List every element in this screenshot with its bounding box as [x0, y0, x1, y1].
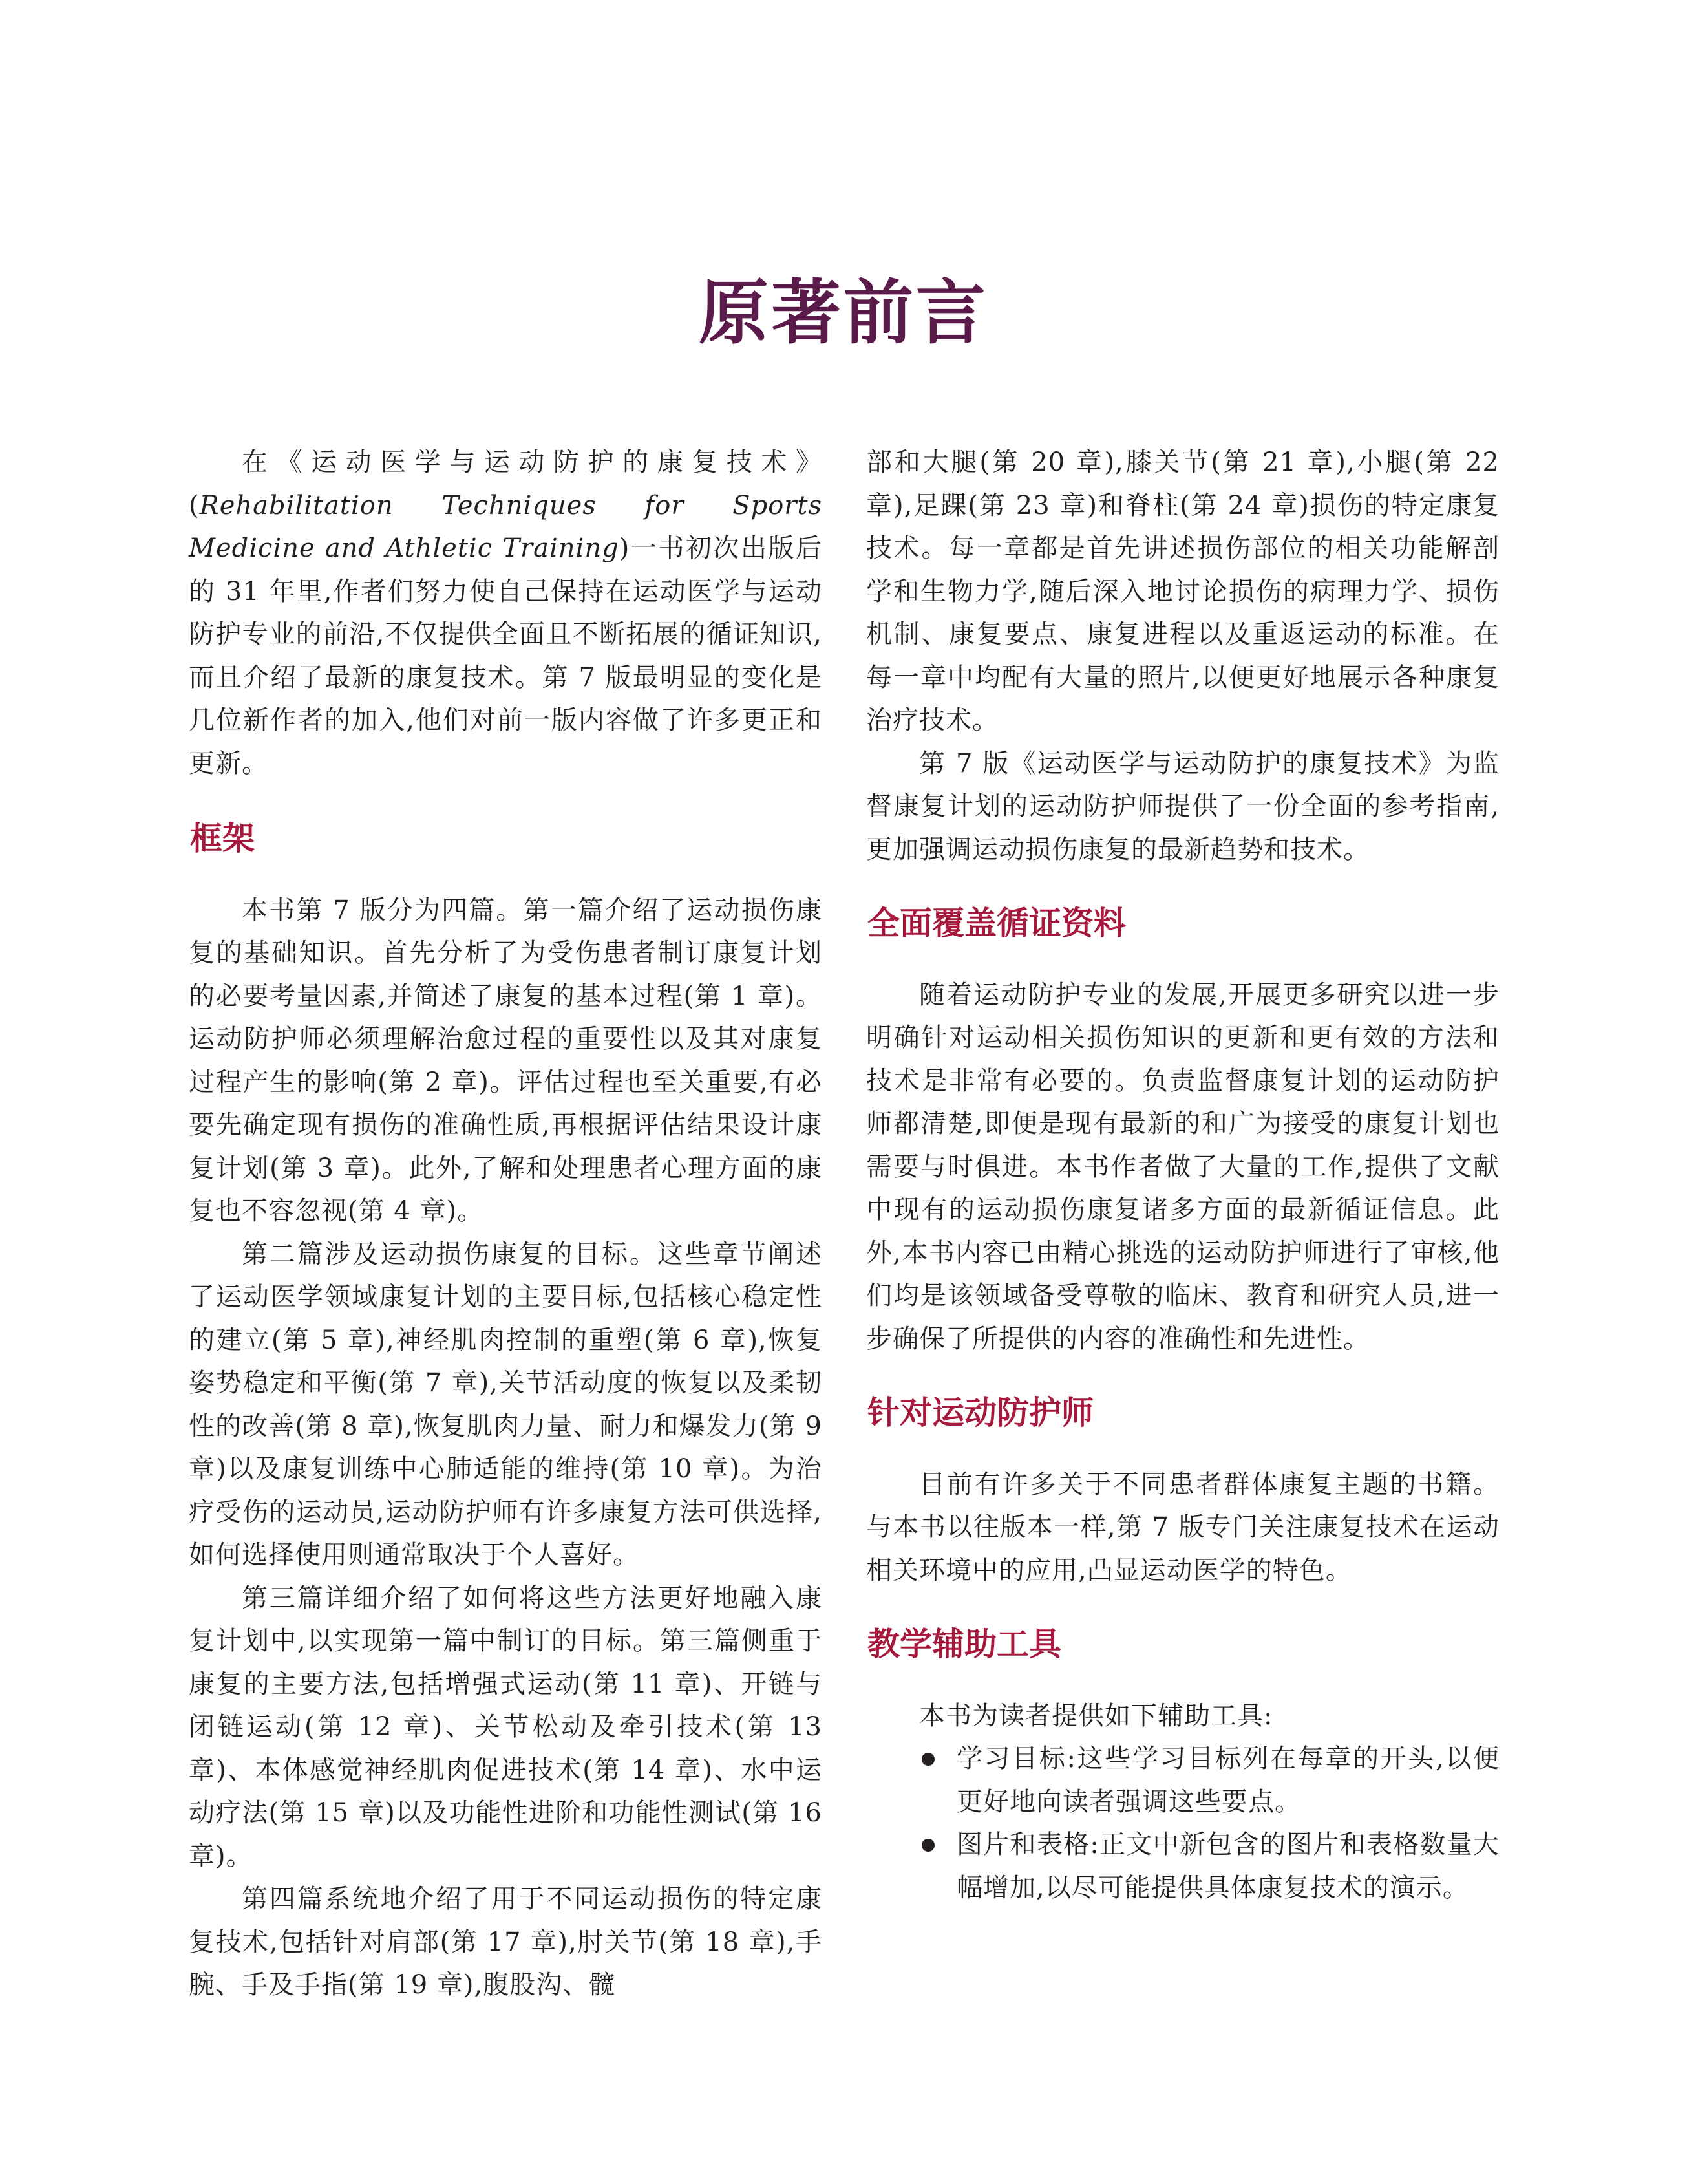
- paragraph: 目前有许多关于不同患者群体康复主题的书籍。与本书以往版本一样,第 7 版专门关注康复技术在运动相关环境中的应用,凸显运动医学的特色。: [866, 1469, 1500, 1585]
- bullet-icon: [922, 1753, 935, 1766]
- intro-text-c: )一书初次出版后的 31 年里,作者们努力使自己保持在运动医学与运动防护专业的前沿,不仅提供全面且不断拓展的循证知识,而且介绍了最新的康复技术。第 7 版最明显的变化是几位新作者的加入,他们对前一版内容做了许多更正和更新。: [189, 533, 822, 778]
- list-item: [866, 1737, 1500, 1823]
- heading-framework: 框架: [190, 820, 255, 857]
- paragraph: 第 7 版《运动医学与运动防护的康复技术》为监督康复计划的运动防护师提供了一份全面的参考指南,更加强调运动损伤康复的最新趋势和技术。: [866, 748, 1500, 864]
- page-title: 原著前言: [698, 272, 988, 354]
- right-column: [866, 441, 1500, 1909]
- heading-athletic-trainers: 针对运动防护师: [867, 1394, 1094, 1431]
- paragraph-continued: 部和大腿(第 20 章),膝关节(第 21 章),小腿(第 22 章),足踝(第 23 章)和脊柱(第 24 章)损伤的特定康复技术。每一章都是首先讲述损伤部位的相关功能解剖学和生物力学,随后深入地讨论损伤的病理力学、损伤机制、康复要点、康复进程以及重返运动的标准。在每一章中均配有大量的照片,以便更好地展示各种康复治疗技术。: [866, 447, 1500, 735]
- intro-paragraph: [189, 441, 822, 785]
- aids-intro: 本书为读者提供如下辅助工具:: [919, 1700, 1273, 1731]
- bullet-icon: [922, 1839, 935, 1852]
- book-title-english: Rehabilitation Techniques for Sports Medicine and Athletic Training: [189, 490, 822, 563]
- left-column: [189, 441, 822, 2007]
- list-item-text: 图片和表格:正文中新包含的图片和表格数量大幅增加,以尽可能提供具体康复技术的演示。: [957, 1830, 1500, 1903]
- aids-list: [866, 1737, 1500, 1909]
- list-item-text: 学习目标:这些学习目标列在每章的开头,以便更好地向读者强调这些要点。: [957, 1744, 1500, 1817]
- paragraph: 第三篇详细介绍了如何将这些方法更好地融入康复计划中,以实现第一篇中制订的目标。第三篇侧重于康复的主要方法,包括增强式运动(第 11 章)、开链与闭链运动(第 12 章)、关节松动及牵引技术(第 13 章)、本体感觉神经肌肉促进技术(第 14 章)、水中运动疗法(第 15 章)以及功能性进阶和功能性测试(第 16 章)。: [189, 1583, 822, 1871]
- paragraph: 随着运动防护专业的发展,开展更多研究以进一步明确针对运动相关损伤知识的更新和更有效的方法和技术是非常有必要的。负责监督康复计划的运动防护师都清楚,即便是现有最新的和广为接受的康复计划也需要与时俱进。本书作者做了大量的工作,提供了文献中现有的运动损伤康复诸多方面的最新循证信息。此外,本书内容已由精心挑选的运动防护师进行了审核,他们均是该领域备受尊敬的临床、教育和研究人员,进一步确保了所提供的内容的准确性和先进性。: [866, 980, 1500, 1354]
- paragraph: 本书第 7 版分为四篇。第一篇介绍了运动损伤康复的基础知识。首先分析了为受伤患者制订康复计划的必要考量因素,并简述了康复的基本过程(第 1 章)。运动防护师必须理解治愈过程的重要性以及其对康复过程产生的影响(第 2 章)。评估过程也至关重要,有必要先确定现有损伤的准确性质,再根据评估结果设计康复计划(第 3 章)。此外,了解和处理患者心理方面的康复也不容忽视(第 4 章)。: [189, 895, 822, 1226]
- heading-evidence: 全面覆盖循证资料: [867, 905, 1126, 942]
- list-item: [866, 1823, 1500, 1909]
- paragraph: 第二篇涉及运动损伤康复的目标。这些章节阐述了运动医学领域康复计划的主要目标,包括核心稳定性的建立(第 5 章),神经肌肉控制的重塑(第 6 章),恢复姿势稳定和平衡(第 7 章),关节活动度的恢复以及柔韧性的改善(第 8 章),恢复肌肉力量、耐力和爆发力(第 9 章)以及康复训练中心肺适能的维持(第 10 章)。为治疗受伤的运动员,运动防护师有许多康复方法可供选择,如何选择使用则通常取决于个人喜好。: [189, 1239, 822, 1570]
- intro-text-a: 在《运动医学与运动防护的康复技术》(: [189, 447, 822, 520]
- paragraph: 第四篇系统地介绍了用于不同运动损伤的特定康复技术,包括针对肩部(第 17 章),肘关节(第 18 章),手腕、手及手指(第 19 章),腹股沟、髋: [189, 1884, 822, 2000]
- heading-teaching-aids: 教学辅助工具: [867, 1625, 1061, 1663]
